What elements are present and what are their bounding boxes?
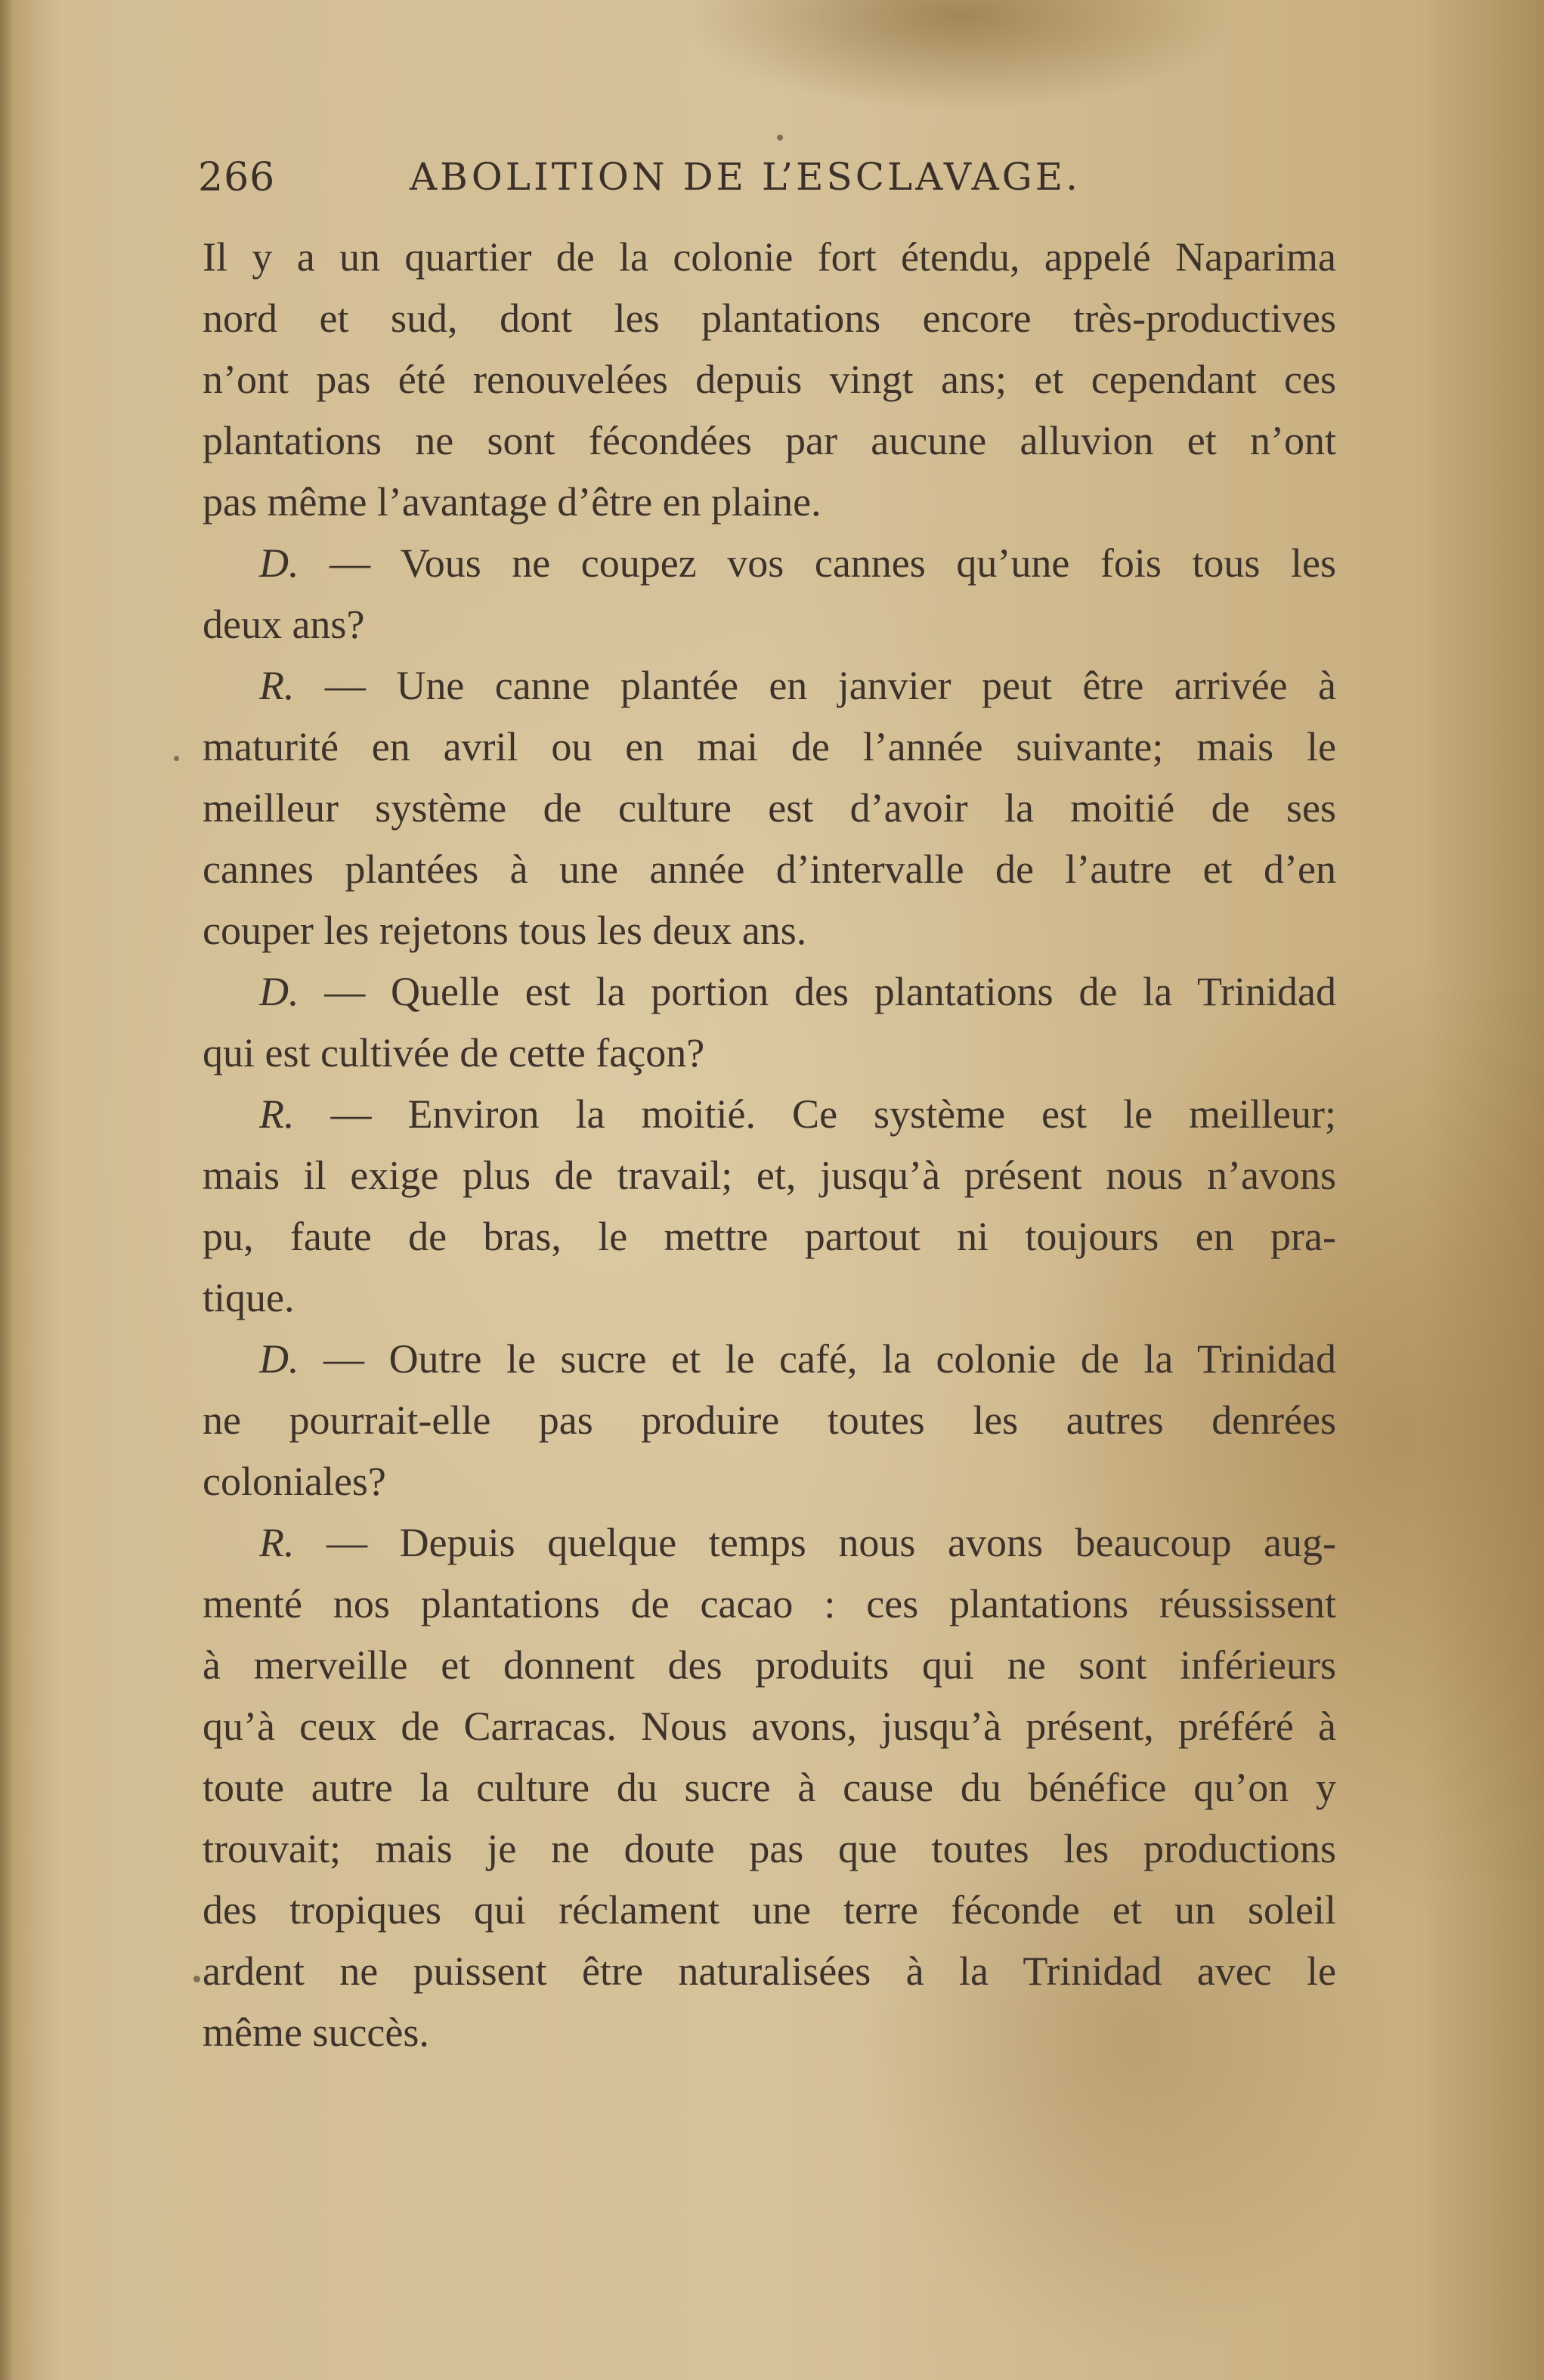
line-text: — Depuis quelque temps nous avons beaucoup aug-: [294, 1520, 1336, 1565]
text-line: cannes plantées à une année d’intervalle de l’autre et d’en: [203, 846, 1336, 892]
text-line: [203, 1512, 1336, 1574]
text-line: Il y a un quartier de la colonie fort étendu, appelé Naparima: [203, 234, 1336, 280]
text-line: même succès.: [203, 2010, 429, 2055]
speaker-label: R.: [259, 1091, 295, 1137]
paragraph: [203, 1084, 1336, 1329]
text-line: mais il exige plus de travail; et, jusqu’à présent nous n’avons: [203, 1153, 1336, 1198]
speaker-label: R.: [259, 663, 295, 708]
ink-speck: [193, 1976, 200, 1982]
speaker-label: D.: [259, 540, 299, 586]
text-line: [203, 961, 1336, 1023]
text-line: à merveille et donnent des produits qui ne sont inférieurs: [203, 1642, 1336, 1688]
running-title: ABOLITION DE L’ESCLAVAGE.: [410, 155, 1081, 199]
paragraph: [203, 227, 1336, 533]
line-text: — Vous ne coupez vos cannes qu’une fois tous les: [299, 540, 1336, 586]
text-line: qu’à ceux de Carracas. Nous avons, jusqu’à présent, préféré à: [203, 1704, 1336, 1749]
text-line: maturité en avril ou en mai de l’année suivante; mais le: [203, 724, 1336, 769]
speaker-label: D.: [259, 1336, 299, 1382]
text-line: tique.: [203, 1275, 295, 1320]
text-line: n’ont pas été renouvelées depuis vingt ans; et cependant ces: [203, 357, 1336, 402]
paragraph: [203, 655, 1336, 961]
paragraph: [203, 961, 1336, 1084]
text-line: meilleur système de culture est d’avoir la moitié de ses: [203, 785, 1336, 831]
body-text: [203, 227, 1336, 2063]
speaker-label: D.: [259, 969, 299, 1014]
line-text: — Une canne plantée en janvier peut être arrivée à: [294, 663, 1336, 708]
ink-speck: [777, 135, 783, 141]
text-line: qui est cultivée de cette façon?: [203, 1030, 705, 1075]
text-line: toute autre la culture du sucre à cause du bénéfice qu’on y: [203, 1765, 1336, 1810]
text-line: plantations ne sont fécondées par aucune alluvion et n’ont: [203, 418, 1336, 463]
text-line: menté nos plantations de cacao : ces plantations réussissent: [203, 1581, 1336, 1626]
text-line: trouvait; mais je ne doute pas que toutes les productions: [203, 1826, 1336, 1871]
line-text: — Quelle est la portion des plantations de la Trinidad: [299, 969, 1336, 1014]
text-line: des tropiques qui réclament une terre féconde et un soleil: [203, 1887, 1336, 1933]
text-line: couper les rejetons tous les deux ans.: [203, 908, 807, 953]
line-text: — Environ la moitié. Ce système est le meilleur;: [294, 1091, 1336, 1137]
text-line: [203, 1084, 1336, 1145]
text-line: pu, faute de bras, le mettre partout ni toujours en pra-: [203, 1214, 1336, 1259]
text-line: [203, 533, 1336, 594]
speaker-label: R.: [259, 1520, 295, 1565]
running-header: [198, 155, 1112, 208]
line-text: — Outre le sucre et le café, la colonie de la Trinidad: [299, 1336, 1336, 1382]
paragraph: [203, 1329, 1336, 1512]
ink-speck: [174, 756, 179, 761]
text-line: pas même l’avantage d’être en plaine.: [203, 479, 822, 525]
text-line: [203, 1329, 1336, 1390]
paragraph: [203, 1512, 1336, 2063]
text-line: ne pourrait-elle pas produire toutes les autres denrées: [203, 1397, 1336, 1443]
text-line: ardent ne puissent être naturalisées à la Trinidad avec le: [203, 1948, 1336, 1994]
page-edge-shadow: [0, 0, 14, 2380]
text-line: deux ans?: [203, 602, 365, 647]
paragraph: [203, 533, 1336, 655]
text-line: coloniales?: [203, 1459, 386, 1504]
text-line: [203, 655, 1336, 716]
page-number: 266: [198, 155, 276, 200]
text-line: nord et sud, dont les plantations encore très-productives: [203, 296, 1336, 341]
